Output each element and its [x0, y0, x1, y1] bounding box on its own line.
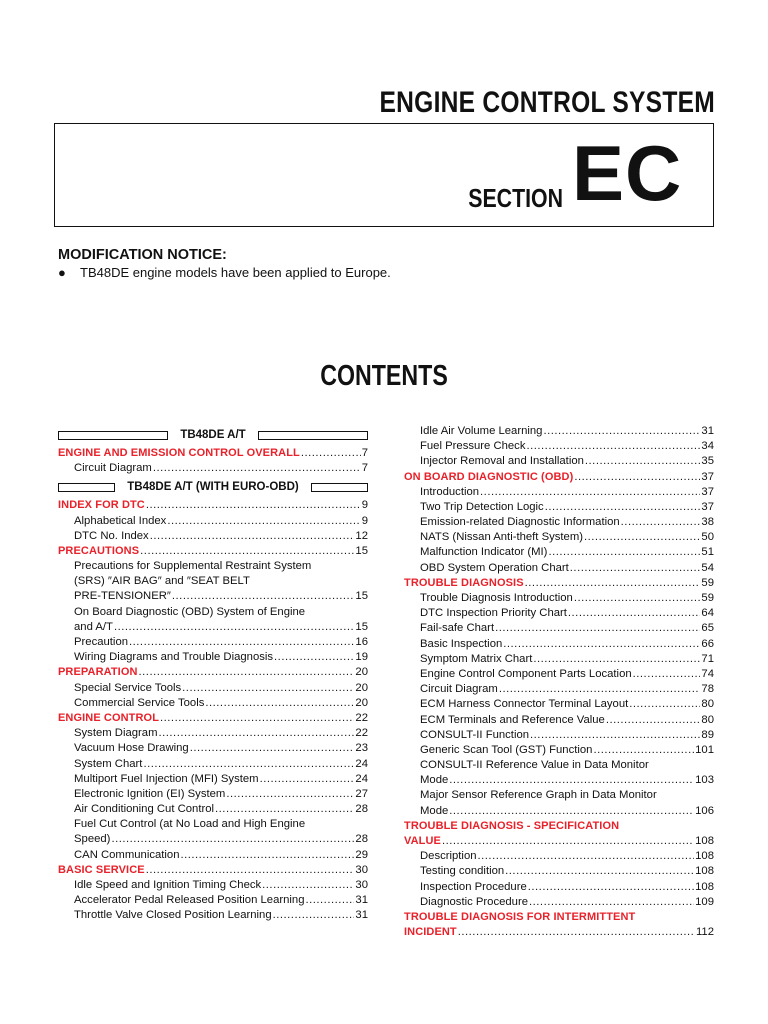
toc-entry-title: ECM Harness Connector Terminal Layout	[420, 698, 629, 711]
toc-heading-entry[interactable]	[58, 498, 368, 513]
toc-entry[interactable]	[58, 650, 368, 665]
toc-page-number: 59	[701, 576, 714, 589]
toc-entry-title: OBD System Operation Chart	[420, 561, 569, 574]
toc-entry-title: Introduction	[420, 485, 480, 498]
toc-entry-title: Throttle Valve Closed Position Learning	[74, 909, 272, 922]
toc-entry-title: Malfunction Indicator (MI)	[420, 546, 548, 559]
toc-entry-title: ENGINE CONTROL	[58, 711, 160, 724]
toc-entry[interactable]	[58, 461, 368, 476]
toc-entry-title: Major Sensor Reference Graph in Data Monitor	[420, 789, 657, 802]
toc-entry[interactable]	[404, 743, 714, 758]
toc-entry-title: PRECAUTIONS	[58, 544, 140, 557]
toc-entry-title: TROUBLE DIAGNOSIS	[404, 576, 524, 589]
dot-leader	[180, 848, 354, 863]
toc-entry[interactable]	[404, 880, 714, 895]
toc-page-number: 108	[695, 850, 714, 863]
toc-heading-entry[interactable]	[58, 863, 368, 878]
toc-entry[interactable]	[404, 713, 714, 728]
toc-entry-title: BASIC SERVICE	[58, 863, 145, 876]
banner-rule	[58, 431, 168, 440]
toc-entry-title: (SRS) ″AIR BAG″ and ″SEAT BELT	[74, 575, 250, 588]
toc-page-number: 38	[701, 516, 714, 529]
toc-page-number: 103	[695, 774, 714, 787]
toc-entry[interactable]	[58, 878, 368, 893]
toc-entry-title: Alphabetical Index	[74, 514, 167, 527]
dot-leader	[585, 454, 701, 469]
dot-leader	[167, 514, 360, 529]
dot-leader	[260, 772, 355, 787]
dot-leader	[146, 863, 355, 878]
toc-entry-title: PRE-TENSIONER″	[74, 590, 171, 603]
toc-entry-title: Injector Removal and Installation	[420, 455, 584, 468]
dot-leader	[449, 773, 694, 788]
dot-leader	[606, 713, 701, 728]
dot-leader	[528, 880, 694, 895]
toc-entry[interactable]	[404, 530, 714, 545]
dot-leader	[442, 834, 694, 849]
dot-leader	[574, 470, 700, 485]
dot-leader	[499, 682, 701, 697]
toc-entry[interactable]	[404, 424, 714, 439]
modification-item	[58, 265, 391, 280]
toc-entry-title: Inspection Procedure	[420, 880, 527, 893]
dot-leader	[215, 802, 354, 817]
dot-leader	[143, 757, 354, 772]
toc-heading-entry[interactable]	[58, 711, 368, 726]
toc-entry[interactable]	[58, 726, 368, 741]
toc-entry[interactable]	[404, 773, 714, 788]
toc-entry[interactable]	[58, 635, 368, 650]
dot-leader	[593, 743, 694, 758]
toc-entry[interactable]	[58, 741, 368, 756]
toc-page-number: 80	[701, 698, 714, 711]
toc-entry-title: Accelerator Pedal Released Position Learning	[74, 894, 305, 907]
toc-entry-title: PREPARATION	[58, 666, 138, 679]
toc-page-number: 24	[355, 772, 368, 785]
toc-page-number: 108	[695, 835, 714, 848]
toc-heading-entry[interactable]	[404, 834, 714, 849]
dot-leader	[140, 544, 354, 559]
toc-page-number: 35	[701, 455, 714, 468]
toc-page-number: 9	[361, 514, 368, 527]
toc-entry[interactable]	[404, 637, 714, 652]
toc-heading-entry[interactable]	[404, 470, 714, 485]
toc-entry-title: CAN Communication	[74, 848, 180, 861]
toc-entry-title: Precautions for Supplemental Restraint System	[74, 560, 312, 573]
dot-leader	[305, 893, 354, 908]
toc-entry-title: Electronic Ignition (EI) System	[74, 787, 226, 800]
toc-entry-title: Diagnostic Procedure	[420, 895, 529, 908]
toc-page-number: 108	[695, 865, 714, 878]
toc-entry-title: Multiport Fuel Injection (MFI) System	[74, 772, 259, 785]
dot-leader	[633, 667, 701, 682]
toc-entry-title: DTC Inspection Priority Chart	[420, 607, 567, 620]
toc-entry-title: Speed)	[74, 833, 111, 846]
toc-entry-title: VALUE	[404, 835, 441, 848]
toc-entry-title: Emission-related Diagnostic Information	[420, 516, 620, 529]
toc-page-number: 78	[701, 683, 714, 696]
toc-entry[interactable]	[404, 561, 714, 576]
toc-entry[interactable]	[404, 758, 714, 773]
toc-page-number: 65	[701, 622, 714, 635]
toc-page-number: 16	[355, 636, 368, 649]
dot-leader	[629, 697, 700, 712]
toc-page-number: 20	[355, 666, 368, 679]
toc-page-number: 31	[355, 894, 368, 907]
toc-page-number: 22	[355, 727, 368, 740]
toc-entry[interactable]	[58, 787, 368, 802]
toc-page-number: 108	[695, 880, 714, 893]
toc-heading-entry[interactable]	[58, 665, 368, 680]
toc-entry[interactable]	[404, 546, 714, 561]
toc-heading-entry[interactable]	[58, 446, 368, 461]
toc-entry[interactable]	[58, 605, 368, 620]
toc-entry-title: CONSULT-II Function	[420, 728, 530, 741]
toc-entry-title: CONSULT-II Reference Value in Data Monitor	[420, 759, 649, 772]
toc-entry-title: System Diagram	[74, 727, 158, 740]
toc-section-banner	[58, 424, 368, 446]
toc-entry-title: NATS (Nissan Anti-theft System)	[420, 531, 584, 544]
dot-leader	[530, 728, 700, 743]
toc-entry[interactable]	[58, 772, 368, 787]
toc-entry[interactable]	[404, 849, 714, 864]
banner-rule	[58, 483, 115, 492]
dot-leader	[545, 500, 701, 515]
toc-page-number: 101	[695, 743, 714, 756]
toc-page-number: 7	[361, 446, 368, 459]
toc-entry[interactable]	[404, 454, 714, 469]
banner-label: TB48DE A/T (WITH EURO-OBD)	[127, 481, 299, 494]
toc-page-number: 71	[701, 652, 714, 665]
toc-entry-title: Basic Inspection	[420, 637, 503, 650]
toc-entry-title: Circuit Diagram	[74, 462, 152, 475]
banner-rule	[311, 483, 368, 492]
dot-leader	[449, 804, 694, 819]
dot-leader	[495, 621, 700, 636]
dot-leader	[172, 589, 355, 604]
toc-entry[interactable]	[58, 802, 368, 817]
dot-leader	[529, 895, 694, 910]
toc-entry-title: Mode	[420, 774, 449, 787]
toc-page-number: 23	[355, 742, 368, 755]
dot-leader	[111, 832, 354, 847]
toc-entry-title: INDEX FOR DTC	[58, 499, 145, 512]
dot-leader	[570, 561, 701, 576]
toc-page-number: 37	[701, 500, 714, 513]
toc-entry-title: Two Trip Detection Logic	[420, 500, 544, 513]
toc-entry-title: Vacuum Hose Drawing	[74, 742, 189, 755]
dot-leader	[584, 530, 700, 545]
toc-entry-title: Fail-safe Chart	[420, 622, 495, 635]
toc-page-number: 15	[355, 620, 368, 633]
toc-entry[interactable]	[404, 895, 714, 910]
toc-entry[interactable]	[58, 848, 368, 863]
section-label: SECTION	[468, 183, 563, 213]
toc-left-column	[58, 424, 368, 924]
toc-page-number: 51	[701, 546, 714, 559]
dot-leader	[129, 635, 354, 650]
toc-entry[interactable]	[58, 757, 368, 772]
toc-page-number: 34	[701, 440, 714, 453]
dot-leader	[274, 650, 354, 665]
banner-label: TB48DE A/T	[180, 429, 246, 441]
toc-entry[interactable]	[58, 893, 368, 908]
dot-leader	[568, 606, 701, 621]
toc-entry-title: System Chart	[74, 757, 143, 770]
toc-entry-title: Testing condition	[420, 865, 505, 878]
toc-page-number: 29	[355, 848, 368, 861]
toc-page-number: 112	[695, 926, 714, 939]
toc-page-number: 20	[355, 681, 368, 694]
toc-entry-title: On Board Diagnostic (OBD) System of Engine	[74, 605, 306, 618]
toc-entry[interactable]	[58, 574, 368, 589]
dot-leader	[273, 908, 355, 923]
toc-entry[interactable]	[404, 606, 714, 621]
toc-page-number: 20	[355, 696, 368, 709]
dot-leader	[205, 696, 354, 711]
toc-entry[interactable]	[58, 817, 368, 832]
toc-entry-title: Generic Scan Tool (GST) Function	[420, 743, 593, 756]
toc-entry[interactable]	[404, 515, 714, 530]
toc-entry-title: INCIDENT	[404, 926, 457, 939]
toc-entry-title: Wiring Diagrams and Trouble Diagnosis	[74, 651, 274, 664]
dot-leader	[114, 620, 354, 635]
toc-heading-entry[interactable]	[404, 576, 714, 591]
section-code: EC	[572, 129, 683, 217]
toc-page-number: 7	[361, 462, 368, 475]
dot-leader	[533, 652, 700, 667]
toc-entry[interactable]	[58, 833, 368, 848]
dot-leader	[160, 711, 354, 726]
toc-page-number: 64	[701, 607, 714, 620]
toc-heading-entry[interactable]	[404, 910, 714, 925]
toc-page-number: 15	[355, 544, 368, 557]
toc-heading-entry[interactable]	[404, 925, 714, 940]
toc-entry[interactable]	[404, 697, 714, 712]
toc-entry[interactable]	[404, 864, 714, 879]
toc-right-column	[404, 424, 714, 940]
toc-entry[interactable]	[404, 485, 714, 500]
toc-entry-title: and A/T	[74, 620, 113, 633]
toc-entry[interactable]	[404, 728, 714, 743]
toc-entry-title: TROUBLE DIAGNOSIS FOR INTERMITTENT	[404, 910, 636, 923]
toc-page-number: 24	[355, 757, 368, 770]
dot-leader	[478, 849, 695, 864]
toc-page-number: 15	[355, 590, 368, 603]
modification-text: TB48DE engine models have been applied to Europe.	[80, 265, 391, 280]
toc-heading-entry[interactable]	[58, 544, 368, 559]
toc-entry[interactable]	[58, 696, 368, 711]
toc-entry-title: Fuel Pressure Check	[420, 440, 526, 453]
toc-entry[interactable]	[58, 514, 368, 529]
contents-title: CONTENTS	[320, 360, 448, 392]
toc-entry[interactable]	[404, 789, 714, 804]
toc-entry-title: Commercial Service Tools	[74, 696, 205, 709]
toc-entry[interactable]	[404, 667, 714, 682]
toc-entry[interactable]	[404, 804, 714, 819]
toc-entry-title: Idle Speed and Ignition Timing Check	[74, 879, 262, 892]
toc-entry[interactable]	[58, 681, 368, 696]
dot-leader	[621, 515, 701, 530]
toc-entry[interactable]	[404, 652, 714, 667]
toc-page-number: 31	[355, 909, 368, 922]
toc-entry[interactable]	[404, 682, 714, 697]
toc-entry-title: ENGINE AND EMISSION CONTROL OVERALL	[58, 446, 300, 459]
toc-entry-title: ON BOARD DIAGNOSTIC (OBD)	[404, 470, 574, 483]
toc-entry-title: TROUBLE DIAGNOSIS - SPECIFICATION	[404, 819, 620, 832]
dot-leader	[159, 726, 355, 741]
dot-leader	[543, 424, 700, 439]
dot-leader	[574, 591, 701, 606]
toc-page-number: 89	[701, 728, 714, 741]
toc-entry-title: Trouble Diagnosis Introduction	[420, 592, 573, 605]
dot-leader	[146, 498, 361, 513]
toc-entry-title: DTC No. Index	[74, 529, 149, 542]
toc-entry-title: Idle Air Volume Learning	[420, 424, 543, 437]
toc-entry-title: Air Conditioning Cut Control	[74, 803, 215, 816]
toc-heading-entry[interactable]	[404, 819, 714, 834]
document-title: ENGINE CONTROL SYSTEM	[379, 86, 715, 119]
dot-leader	[548, 545, 700, 560]
toc-entry-title: Fuel Cut Control (at No Load and High Engine	[74, 818, 306, 831]
dot-leader	[262, 878, 354, 893]
toc-entry-title: Engine Control Component Parts Location	[420, 667, 632, 680]
toc-page-number: 106	[695, 804, 714, 817]
dot-leader	[301, 446, 361, 461]
toc-entry-title: Precaution	[74, 636, 129, 649]
toc-page-number: 22	[355, 711, 368, 724]
toc-page-number: 66	[701, 637, 714, 650]
toc-entry-title: Circuit Diagram	[420, 683, 498, 696]
toc-entry[interactable]	[404, 591, 714, 606]
toc-page-number: 30	[355, 879, 368, 892]
toc-entry-title: Description	[420, 850, 477, 863]
dot-leader	[525, 576, 701, 591]
toc-entry[interactable]	[404, 500, 714, 515]
dot-leader	[182, 681, 354, 696]
toc-page-number: 28	[355, 803, 368, 816]
toc-page-number: 59	[701, 592, 714, 605]
banner-rule	[258, 431, 368, 440]
toc-page-number: 74	[701, 667, 714, 680]
toc-entry[interactable]	[58, 559, 368, 574]
toc-page-number: 37	[701, 470, 714, 483]
dot-leader	[503, 637, 700, 652]
toc-page-number: 9	[361, 499, 368, 512]
toc-page-number: 109	[695, 895, 714, 908]
dot-leader	[153, 461, 361, 476]
toc-entry[interactable]	[404, 621, 714, 636]
modification-heading: MODIFICATION NOTICE:	[58, 247, 227, 263]
toc-entry-title: ECM Terminals and Reference Value	[420, 713, 605, 726]
dot-leader	[226, 787, 354, 802]
toc-page-number: 30	[355, 863, 368, 876]
toc-entry-title: Mode	[420, 804, 449, 817]
bullet-icon: ●	[58, 265, 66, 280]
toc-entry[interactable]	[58, 908, 368, 923]
toc-page-number: 27	[355, 787, 368, 800]
toc-page-number: 28	[355, 833, 368, 846]
dot-leader	[505, 864, 694, 879]
toc-page-number: 31	[701, 424, 714, 437]
dot-leader	[458, 925, 695, 940]
toc-page-number: 80	[701, 713, 714, 726]
toc-page-number: 19	[355, 651, 368, 664]
dot-leader	[139, 665, 355, 680]
toc-entry-title: Special Service Tools	[74, 681, 182, 694]
toc-entry[interactable]	[404, 439, 714, 454]
toc-page-number: 50	[701, 531, 714, 544]
toc-entry[interactable]	[58, 620, 368, 635]
toc-entry-title: Symptom Matrix Chart	[420, 652, 533, 665]
dot-leader	[190, 741, 355, 756]
dot-leader	[526, 439, 700, 454]
toc-section-banner	[58, 476, 368, 498]
toc-page-number: 12	[355, 529, 368, 542]
toc-entry[interactable]	[58, 529, 368, 544]
toc-page-number: 54	[701, 561, 714, 574]
dot-leader	[480, 485, 700, 500]
toc-page-number: 37	[701, 485, 714, 498]
dot-leader	[150, 529, 355, 544]
toc-entry[interactable]	[58, 590, 368, 605]
